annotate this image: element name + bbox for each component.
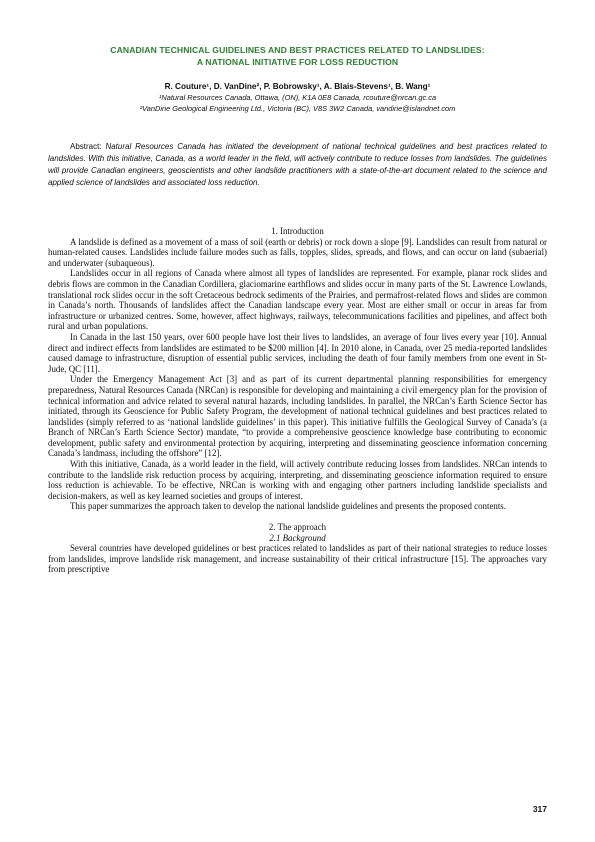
title-line-1: CANADIAN TECHNICAL GUIDELINES AND BEST PRACTICES RELATED TO LANDSLIDES: (110, 45, 485, 55)
affiliation-1: ¹Natural Resources Canada, Ottawa, (ON), K1A 0E8 Canada, rcouture@nrcan.gc.ca (158, 93, 437, 102)
paragraph: A landslide is defined as a movement of a mass of soil (earth or debris) or rock down a slope [9]. Landslides can result from natural or human-related causes. Landslides include failure modes such as falls, topples, slides, spreads, and flows, and can occur on land (subaerial) and underwater (subaqueous). (48, 236, 547, 268)
author-names: R. Couture¹, D. VanDine², P. Bobrowsky¹, A. Blais-Stevens¹, B. Wang¹ (164, 82, 431, 91)
paragraph: Landslides occur in all regions of Canada where almost all types of landslides are represented. For example, planar rock slides and debris flows are common in the Canadian Cordillera, glaciomarine earthflows and slides occur in many parts of the St. Lawrence Lowlands, translational rock slides occur in the soft Cretaceous bedrock sediments of the Prairies, and permafrost-related flows and slides are common in Canada’s north. Thousands of landslides affect the Canadian landscape every year. Most are either small or occur in areas far from infrastructure or urbanized centres. Some, however, affect highways, railways, telecommunications facilities and pipelines, and affect both rural and urban populations. (48, 268, 547, 332)
title-line-2: A NATIONAL INITIATIVE FOR LOSS REDUCTION (196, 57, 399, 67)
paragraph: With this initiative, Canada, as a world leader in the field, will actively contribute reducing losses from landslides. NRCan intends to contribute to the landslide risk reduction process by acquiring, interpreting, and disseminating geoscience information required to ensure loss reduction is achievable. To be effective, NRCan is working with and engaging other partners including landslide specialists and decision-makers, as well as key learned societies and groups of interest. (48, 459, 547, 501)
paper-title (50, 44, 545, 68)
section-heading-approach: 2. The approach (268, 522, 327, 533)
paragraph: Several countries have developed guidelines or best practices related to landslides as part of their national strategies to reduce losses from landslides, improve landslide risk management, and increase sustainability of their critical infrastructure [15]. The approaches vary from prescriptive (48, 543, 547, 575)
page-number: 317 (532, 804, 547, 814)
paragraph: Under the Emergency Management Act [3] and as part of its current departmental planning responsibilities for emergency preparedness, Natural Resources Canada (NRCan) is responsible for developing and maintaining a civil emergency plan for the provision of technical information and advice related to several natural hazards, including landslides. In parallel, the NRCan’s Earth Science Sector has initiated, through its Geoscience for Public Safety Program, the development of national technical guidelines and best practices related to landslides (simply referred to as ‘national landslide guidelines’ in this paper). This initiative fulfills the Geological Survey of Canada’s (a Branch of NRCan’s Earth Science Sector) mandate, “to provide a comprehensive geoscience knowledge base contributing to economic development, public safety and environmental protection by acquiring, interpreting and disseminating geoscience information concerning Canada’s landmass, including the offshore” [12]. (48, 374, 547, 459)
paragraph: In Canada in the last 150 years, over 600 people have lost their lives to landslides, an average of four lives every year [10]. Annual direct and indirect effects from landslides are estimated to be $200 million [4]. In 2010 alone, in Canada, over 25 media-reported landslides caused damage to infrastructure, disruption of essential public services, including the death of four family members from one event in St-Jude, QC [11]. (48, 331, 547, 374)
abstract (48, 141, 547, 189)
section-gap (48, 512, 547, 522)
abstract-text: Natural Resources Canada has initiated the development of national technical guidelines and best practices related to landslides. With this initiative, Canada, as a world leader in the field, will actively contribute to reduce losses from landslides. The guidelines will provide Canadian engineers, geoscientists and other landslide practitioners with a state-of-the-art document related to the science and applied science of landslides and associated loss reduction. (48, 142, 547, 187)
affiliation-2: ²VanDine Geological Engineering Ltd., Victoria (BC), V8S 3W2 Canada, vandine@islandnet.com (139, 104, 456, 113)
author-block (40, 81, 555, 114)
paragraph: This paper summarizes the approach taken to develop the national landslide guidelines and presents the proposed contents. (70, 501, 506, 512)
abstract-label: Abstract: (70, 142, 106, 151)
section-heading-introduction: 1. Introduction (271, 226, 324, 236)
subsection-heading-background: 2.1 Background (269, 532, 326, 543)
body-text (48, 226, 547, 575)
